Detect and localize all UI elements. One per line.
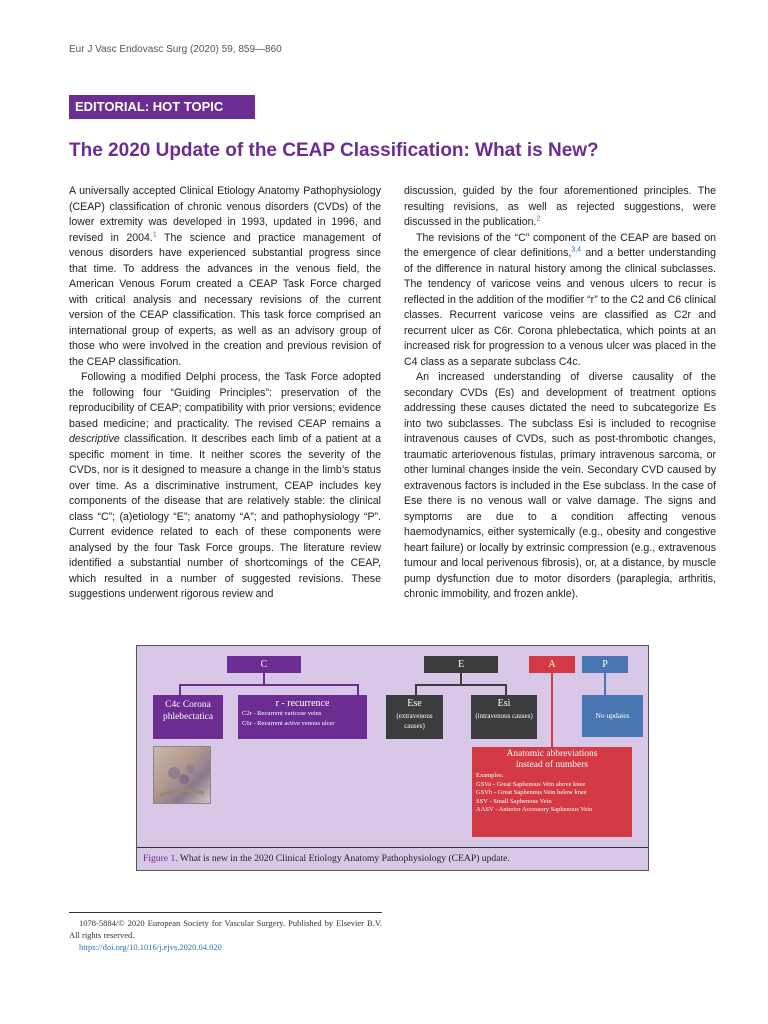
a-node: A <box>529 656 575 673</box>
figure-label: Figure 1. <box>143 853 178 864</box>
c-node: C <box>227 656 301 673</box>
copyright-text: 1078-5884/© 2020 European Society for Vascular Surgery. Published by Elsevier B.V. All rights reserved. <box>69 918 382 940</box>
article-title: The 2020 Update of the CEAP Classification: What is New? <box>69 140 599 161</box>
paragraph <box>404 370 716 603</box>
doi-link[interactable]: https://doi.org/10.1016/j.ejvs.2020.04.020 <box>79 942 222 952</box>
ese-node <box>386 695 443 739</box>
example-item: AASV - Anterior Accessory Saphenous Vein <box>476 806 593 813</box>
connector-c-branch <box>179 684 358 686</box>
anatomic-node <box>472 747 632 837</box>
caption-text: What is new in the 2020 Clinical Etiology Anatomy Pathophysiology (CEAP) update. <box>177 853 510 864</box>
c4c-node: C4c Corona phlebectatica <box>153 695 223 739</box>
example-item: GSVa - Great Saphenous Vein above knee <box>476 780 586 788</box>
ese-subtitle: (extravenous causes) <box>396 712 433 730</box>
left-column <box>69 184 381 603</box>
footnote <box>69 917 382 953</box>
figure-caption <box>137 847 648 870</box>
figure-1 <box>136 645 649 871</box>
text: The revisions of the “C” component of the CEAP are based on the emergence of clear definitions, <box>404 231 716 259</box>
no-updates-node: No updates <box>582 695 643 737</box>
emphasis: descriptive <box>69 433 120 445</box>
examples-label: Examples: <box>476 772 504 779</box>
example-item: GSVb - Great Saphenous Vein below knee <box>476 789 587 796</box>
paragraph <box>404 231 716 371</box>
paragraph <box>69 370 381 603</box>
text: The science and practice management of venous disorders have experienced substantial progress since that time. To address the advances in the venous field, the American Venous Forum created a CEAP Task Force charged with critical analysis and necessary revisions of the current version of the CEAP classification. This task force comprised an international group of experts, as well as an advisory group of those who were involved in the creation and previous revision of the CEAP classification. <box>69 231 381 368</box>
example-item: SSV - Small Saphenous Vein <box>476 797 552 805</box>
recurrence-item: C2r - Recurrent varicose veins <box>242 710 322 717</box>
text: An increased understanding of diverse causality of the secondary CVDs (Es) and development of treatment options addressing these causes dictated the need to subcategorize Es into two subclasses. The subclass Esi is included to recognise intravenous causes of CVDs, such as post-thrombotic changes, traumatic arteriovenous fistulas, primary intravenous sarcoma, or other luminal changes inside the vein. Secondary CVD caused by extravenous factors is included in the Ese subclass. In the case of Ese there is no venous wall or valve damage. The signs and symptoms are due to a condition affecting venous haemodynamics, either systemically (e.g., obesity and congestive heart failure) or locally by extrinsic compression (e.g., extravenous tumour and local perivenous fibrosis), or, at a distance, by muscle pump dysfunction due to motor disorders (paraplegia, arthritis, chronic immobility, and frozen ankle). <box>404 371 716 600</box>
paragraph <box>404 184 716 231</box>
ese-title: Ese <box>407 698 422 709</box>
recurrence-title: r - recurrence <box>275 698 330 709</box>
connector-p-down <box>604 673 606 695</box>
anatomic-title: Anatomic abbreviations instead of numbers <box>506 749 598 770</box>
text: and a better understanding of the difference in natural history among the clinical subclasses. The tendency of varicose veins and venous ulcers to recur is reflected in the addition of the modifier “r” to the C2 and C6 clinical classes. Recurrent varicose veins are classified as C2r and recurrent ulcer as C6r. Corona phlebectatica, which points at an increased risk for progression to a venous ulcer was placed in the C4 class as a separate subclass C4c. <box>404 247 716 368</box>
text: classification. It describes each limb of a patient at a specific moment in time. It neither scores the severity of the CVDs, nor is it designed to measure a change in the limb’s status over time. As a discriminative instrument, CEAP includes key components of the disease that are relatively stable: the clinical class “C”; (a)etiology “E”; anatomy “A”; and pathophysiology “P”. Current evidence related to each of these components were analysed by the four Task Force groups. The literature review identified a substantial number of shortcomings of the CEAP, which resulted in a number of suggested revisions. These suggestions underwent rigorous review and <box>69 433 381 600</box>
paragraph <box>69 184 381 370</box>
recurrence-node <box>238 695 367 739</box>
text: A universally accepted Clinical Etiology Anatomy Pathophysiology (CEAP) classification of chronic venous disorders (CVDs) of the lower extremity was developed in 1993, updated in 1996, and revised in 2004. <box>69 185 381 244</box>
text: Following a modified Delphi process, the Task Force adopted the following four “Guiding Principles”: preservation of the reproducibility of CEAP; compatibility with prior versions; evidence based medicine; and practicality. The revised CEAP remains a <box>69 371 381 430</box>
p-node: P <box>582 656 628 673</box>
leg-photo-icon <box>153 746 211 804</box>
reference-link[interactable]: 3,4 <box>571 246 582 254</box>
connector-e-branch <box>415 684 507 686</box>
recurrence-item: C6r - Recurrent active venous ulcer <box>242 720 335 727</box>
text: discussion, guided by the four aforementioned principles. The resulting revisions, as well as rejected suggestions, were discussed in the publication. <box>404 185 716 228</box>
reference-link[interactable]: 2 <box>536 215 541 223</box>
esi-node <box>471 695 537 739</box>
anatomic-examples <box>476 772 628 815</box>
reference-link[interactable]: 1 <box>152 230 157 238</box>
e-node: E <box>424 656 498 673</box>
footnote-divider <box>69 912 382 913</box>
esi-subtitle: (intravenous causes) <box>475 712 533 720</box>
skin-texture-icon <box>154 747 210 803</box>
right-column <box>404 184 716 603</box>
section-tag: EDITORIAL: HOT TOPIC <box>69 95 255 119</box>
esi-title: Esi <box>497 698 511 709</box>
journal-citation: Eur J Vasc Endovasc Surg (2020) 59, 859—860 <box>69 44 282 55</box>
